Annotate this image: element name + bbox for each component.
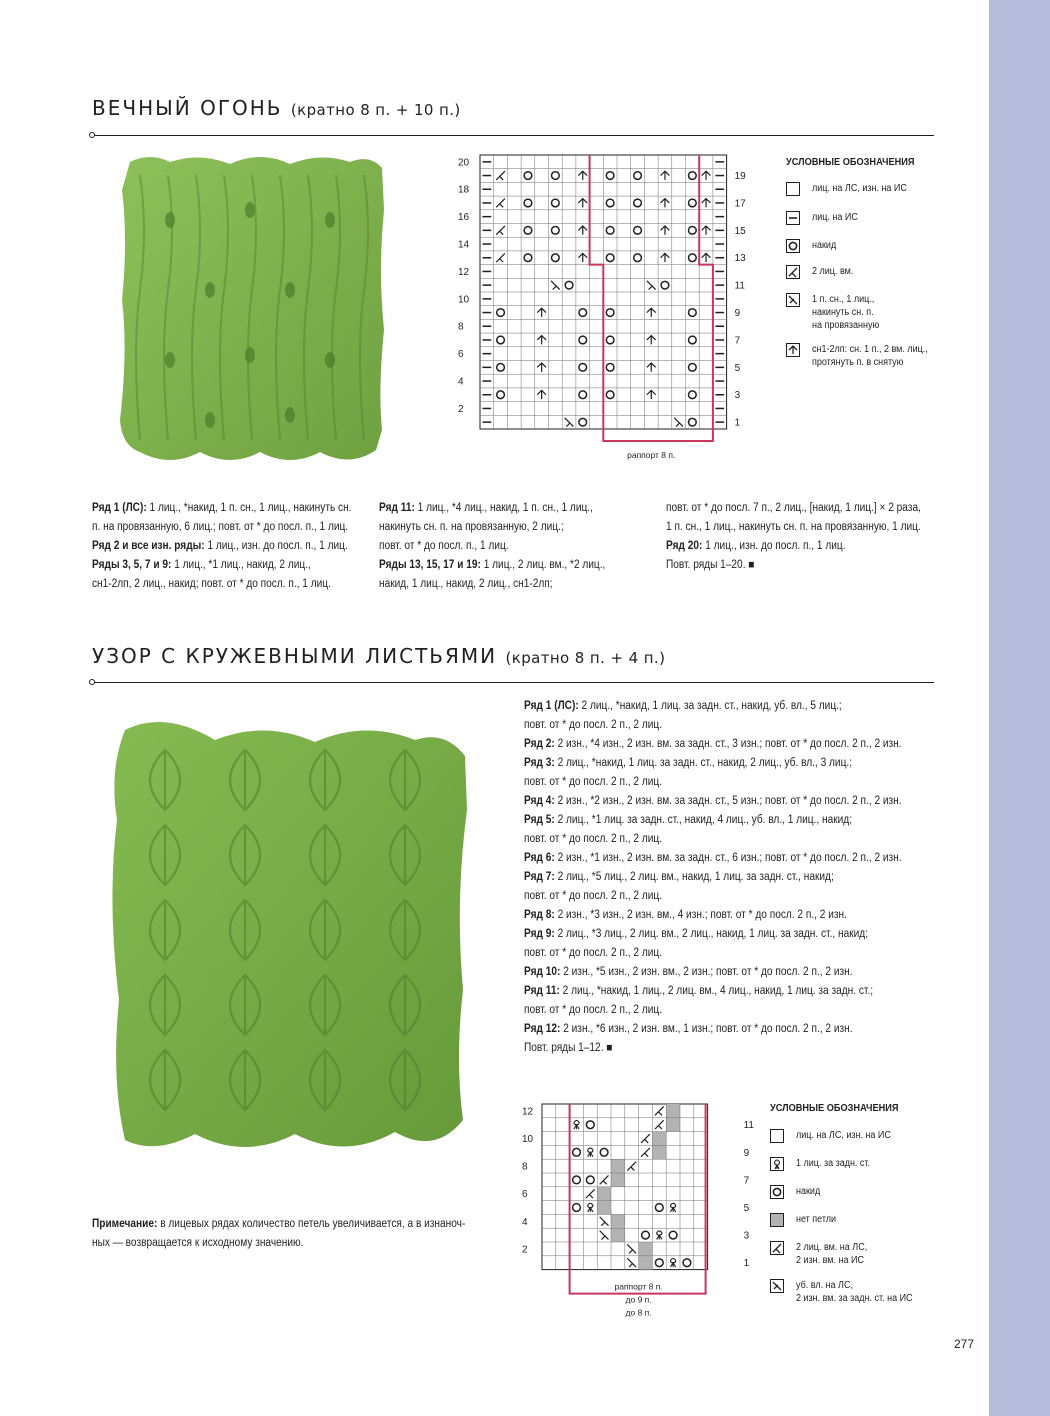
- row-number-left: 10: [458, 294, 470, 306]
- instruction-line: [92, 575, 352, 594]
- row-number-right: 15: [734, 225, 746, 237]
- instruction-line: [524, 735, 902, 754]
- section2-title: [92, 644, 665, 668]
- instruction-line: [666, 499, 921, 518]
- row-number-left: 6: [522, 1189, 528, 1201]
- legend-text: уб. вл. на ЛС, 2 изн. вм. за задн. ст. на ИС: [796, 1280, 913, 1304]
- no-stitch-cell: [639, 1242, 653, 1256]
- no-stitch-cell: [597, 1201, 611, 1215]
- instruction-line: [379, 556, 605, 575]
- section1-legend-title: УСЛОВНЫЕ ОБОЗНАЧЕНИЯ: [786, 157, 915, 168]
- instruction-line: [666, 537, 921, 556]
- row-number-left: 10: [522, 1133, 534, 1145]
- row-number-right: 5: [734, 362, 741, 374]
- section2-legend-item-k2tog: [770, 1241, 946, 1267]
- row-label: Ряд 1 (ЛС):: [92, 502, 147, 514]
- section2-swatch-photo: [95, 700, 490, 1175]
- instruction-text: 2 изн., *4 изн., 2 изн. вм. за задн. ст., 3 изн.; повт. от * до посл. 2 п., 2 изн.: [554, 738, 902, 750]
- instruction-text: 2 изн., *3 изн., 2 изн. вм., 4 изн.; повт. от * до посл. 2 п., 2 изн.: [554, 909, 847, 921]
- ssk-icon: [770, 1279, 784, 1293]
- row-number-left: 8: [458, 321, 464, 333]
- yarn-over-icon: [786, 239, 800, 253]
- no-stitch-cell: [611, 1159, 625, 1173]
- instruction-text: 2 изн., *6 изн., 2 изн. вм., 1 изн.; повт. от * до посл. 2 п., 2 изн.: [560, 1023, 853, 1035]
- row-label: Ряд 2 и все изн. ряды:: [92, 540, 205, 552]
- row-number-left: 2: [522, 1244, 528, 1256]
- k2tog-icon: [786, 265, 800, 279]
- row-label: Ряды 3, 5, 7 и 9:: [92, 559, 172, 571]
- row-number-right: 3: [734, 390, 741, 402]
- row-label: Ряд 5:: [524, 814, 555, 826]
- row-label: Ряды 13, 15, 17 и 19:: [379, 559, 481, 571]
- no-stitch-icon: [770, 1213, 784, 1227]
- section1-legend-item-yo: [786, 239, 962, 253]
- section1-legend-item-purl: [786, 211, 962, 225]
- row-number-left: 12: [458, 266, 470, 278]
- instruction-text: повт. от * до посл. п., 1 лиц.: [379, 540, 509, 552]
- row-number-right: 1: [734, 417, 741, 429]
- row-number-right: 13: [734, 253, 746, 265]
- section2-legend-item-nostitch: [770, 1213, 946, 1227]
- row-label: Ряд 12:: [524, 1023, 561, 1035]
- k2tog-icon: [770, 1241, 784, 1255]
- instruction-text: Повт. ряды 1–12. ■: [524, 1042, 613, 1054]
- instruction-text: 2 изн., *1 изн., 2 изн. вм. за задн. ст., 6 изн.; повт. от * до посл. 2 п., 2 изн.: [554, 852, 902, 864]
- row-number-right: 9: [743, 1147, 750, 1159]
- twisted-knit-icon: [770, 1157, 784, 1171]
- sk2po-icon: [786, 343, 800, 357]
- section1-legend: [786, 157, 986, 387]
- row-label: Ряд 20:: [666, 540, 703, 552]
- instruction-text: повт. от * до посл. 2 п., 2 лиц.: [524, 719, 663, 731]
- row-label: Ряд 4:: [524, 795, 555, 807]
- section1-legend-item-k2tog: [786, 265, 962, 279]
- row-number-left: 14: [458, 239, 470, 251]
- instruction-line: [524, 925, 902, 944]
- legend-text: 2 лиц. вм.: [812, 266, 854, 277]
- legend-text: 1 п. сн., 1 лиц., накинуть сн. п. на провязанную: [812, 294, 880, 331]
- instruction-line: [92, 556, 352, 575]
- section2-title-text: УЗОР С КРУЖЕВНЫМИ ЛИСТЬЯМИ: [92, 644, 498, 668]
- yarn-over-icon: [770, 1185, 784, 1199]
- instruction-line: [524, 754, 902, 773]
- instruction-text: 1 лиц., *1 лиц., накид, 2 лиц.,: [171, 559, 311, 571]
- chart2-repeat-label-3: до 8 п.: [625, 1307, 652, 1318]
- row-number-right: 11: [743, 1120, 754, 1132]
- skpo-icon: [786, 293, 800, 307]
- legend-text: лиц. на ЛС, изн. на ИС: [796, 1130, 891, 1141]
- section1-legend-item-sk2po: [786, 343, 962, 369]
- row-number-right: 3: [743, 1230, 750, 1242]
- instruction-text: повт. от * до посл. 2 п., 2 лиц.: [524, 890, 663, 902]
- instruction-line: [92, 518, 352, 537]
- row-label: Ряд 3:: [524, 757, 555, 769]
- row-label: Ряд 2:: [524, 738, 555, 750]
- instruction-text: сн1-2лп, 2 лиц., накид; повт. от * до посл. п., 1 лиц.: [92, 578, 331, 590]
- row-number-left: 16: [458, 212, 470, 224]
- row-number-right: 1: [743, 1258, 750, 1270]
- section1-swatch-photo: [100, 150, 400, 480]
- instruction-line: [524, 697, 902, 716]
- instruction-text: накинуть сн. п. на провязанную, 2 лиц.;: [379, 521, 564, 533]
- row-number-left: 8: [522, 1161, 528, 1173]
- section1-stitch-chart: [455, 150, 755, 460]
- section2-legend-title: УСЛОВНЫЕ ОБОЗНАЧЕНИЯ: [770, 1103, 899, 1114]
- instruction-text: повт. от * до посл. 2 п., 2 лиц.: [524, 947, 663, 959]
- chart2-repeat-label-2: до 9 п.: [625, 1294, 652, 1305]
- instruction-text: п. на провязанную, 6 лиц.; повт. от * до посл. п., 1 лиц.: [92, 521, 349, 533]
- instruction-line: [666, 518, 921, 537]
- chart2-grid: [542, 1104, 708, 1270]
- instruction-line: [524, 868, 902, 887]
- instruction-line: [524, 963, 902, 982]
- instruction-text: 1 лиц., *4 лиц., накид, 1 п. сн., 1 лиц.,: [414, 502, 593, 514]
- instruction-text: повт. от * до посл. 7 п., 2 лиц., [накид, 1 лиц.] × 2 раза,: [666, 502, 921, 514]
- section2-legend-item-knit: [770, 1129, 946, 1143]
- instruction-text: 2 изн., *2 изн., 2 изн. вм. за задн. ст., 5 изн.; повт. от * до посл. 2 п., 2 изн.: [554, 795, 902, 807]
- row-label: Ряд 7:: [524, 871, 555, 883]
- eyelet: [165, 352, 175, 368]
- instruction-line: [524, 1039, 902, 1058]
- row-number-right: 17: [734, 198, 746, 210]
- instruction-line: [524, 944, 902, 963]
- instruction-line: [524, 830, 902, 849]
- row-label: Ряд 9:: [524, 928, 555, 940]
- instruction-line: [379, 537, 605, 556]
- legend-text: лиц. на ЛС, изн. на ИС: [812, 183, 907, 194]
- instruction-line: [524, 792, 902, 811]
- instruction-line: [524, 773, 902, 792]
- chart2-repeat-label-1: раппорт 8 п.: [614, 1281, 663, 1292]
- row-number-right: 11: [734, 280, 745, 292]
- instruction-text: 2 лиц., *5 лиц., 2 лиц. вм., накид, 1 лиц. за задн. ст., накид;: [554, 871, 834, 883]
- instruction-text: 1 лиц., *накид, 1 п. сн., 1 лиц., накинуть сн.: [146, 502, 352, 514]
- section1-title: [92, 96, 461, 120]
- instruction-text: 1 лиц., изн. до посл. п., 1 лиц.: [702, 540, 846, 552]
- row-label: Ряд 8:: [524, 909, 555, 921]
- legend-text: сн1-2лп: сн. 1 п., 2 вм. лиц., протянуть п. в снятую: [812, 344, 928, 368]
- section1-title-text: ВЕЧНЫЙ ОГОНЬ: [92, 96, 283, 120]
- no-stitch-cell: [611, 1214, 625, 1228]
- row-number-left: 20: [458, 157, 470, 169]
- row-number-left: 4: [522, 1216, 528, 1228]
- instruction-text: 2 лиц., *накид, 1 лиц. за задн. ст., накид, 2 лиц., уб. вл., 3 лиц.;: [554, 757, 853, 769]
- row-number-right: 9: [734, 307, 741, 319]
- section1-instructions-col3: [666, 499, 921, 575]
- instruction-line: [92, 499, 352, 518]
- instruction-line: [524, 1020, 902, 1039]
- section2-legend: [770, 1103, 970, 1313]
- section1-legend-item-skpo: [786, 293, 962, 332]
- dash-icon: [786, 211, 800, 225]
- row-number-right: 7: [743, 1175, 750, 1187]
- eyelet: [205, 412, 215, 428]
- instruction-text: 2 лиц., *накид, 1 лиц., 2 лиц. вм., 4 лиц., накид, 1 лиц. за задн. ст.;: [559, 985, 874, 997]
- instruction-line: [524, 849, 902, 868]
- section2-note: [92, 1215, 465, 1253]
- instruction-text: повт. от * до посл. 2 п., 2 лиц.: [524, 1004, 663, 1016]
- empty-square-icon: [786, 182, 800, 196]
- row-label: Ряд 11:: [524, 985, 560, 997]
- eyelet: [285, 282, 295, 298]
- row-number-left: 4: [458, 376, 464, 388]
- eyelet: [245, 202, 255, 218]
- row-number-left: 6: [458, 349, 464, 361]
- section2-instructions: [524, 697, 902, 1058]
- section2-subtitle: (кратно 8 п. + 4 п.): [505, 649, 666, 667]
- no-stitch-cell: [666, 1118, 680, 1132]
- note-line1: в лицевых рядах количество петель увеличивается, а в изнаноч-: [157, 1218, 466, 1230]
- row-label: Ряд 6:: [524, 852, 555, 864]
- no-stitch-cell: [611, 1228, 625, 1242]
- row-number-left: 18: [458, 184, 470, 196]
- row-number-left: 2: [458, 403, 464, 415]
- instruction-text: 1 п. сн., 1 лиц., накинуть сн. п. на провязанную, 1 лиц.: [666, 521, 921, 533]
- instruction-text: 1 лиц., изн. до посл. п., 1 лиц.: [204, 540, 348, 552]
- no-stitch-cell: [652, 1145, 666, 1159]
- row-label: Ряд 11:: [379, 502, 415, 514]
- row-number-right: 19: [734, 170, 746, 182]
- instruction-text: повт. от * до посл. 2 п., 2 лиц.: [524, 833, 663, 845]
- eyelet: [245, 347, 255, 363]
- no-stitch-cell: [639, 1256, 653, 1270]
- row-number-right: 5: [743, 1202, 750, 1214]
- instruction-line: [92, 537, 352, 556]
- row-number-left: 12: [522, 1106, 534, 1118]
- instruction-text: 2 лиц., *накид, 1 лиц. за задн. ст., накид, уб. вл., 5 лиц.;: [578, 700, 842, 712]
- instruction-line: [524, 716, 902, 735]
- legend-text: 2 лиц. вм. на ЛС, 2 изн. вм. на ИС: [796, 1242, 868, 1266]
- instruction-line: [524, 982, 902, 1001]
- instruction-text: 2 лиц., *3 лиц., 2 лиц. вм., 2 лиц., накид, 1 лиц. за задн. ст., накид;: [554, 928, 869, 940]
- legend-text: накид: [796, 1186, 821, 1197]
- note-line2: ных — возвращается к исходному значению.: [92, 1237, 304, 1249]
- instruction-text: 2 лиц., *1 лиц. за задн. ст., накид, 4 лиц., уб. вл., 1 лиц., накид;: [554, 814, 853, 826]
- section2-legend-item-ktbl: [770, 1157, 946, 1171]
- instruction-line: [666, 556, 921, 575]
- instruction-text: накид, 1 лиц., накид, 2 лиц., сн1-2лп;: [379, 578, 553, 590]
- section1-rule: [95, 135, 934, 136]
- eyelet: [325, 212, 335, 228]
- instruction-line: [379, 575, 605, 594]
- row-label: Ряд 1 (ЛС):: [524, 700, 579, 712]
- section1-legend-item-knit: [786, 182, 962, 196]
- instruction-text: повт. от * до посл. 2 п., 2 лиц.: [524, 776, 663, 788]
- eyelet: [285, 407, 295, 423]
- note-label: Примечание:: [92, 1218, 158, 1230]
- section2-rule: [95, 682, 934, 683]
- no-stitch-cell: [597, 1187, 611, 1201]
- instruction-text: Повт. ряды 1–20. ■: [666, 559, 755, 571]
- legend-text: 1 лиц. за задн. ст.: [796, 1158, 871, 1169]
- instruction-text: 1 лиц., 2 лиц. вм., *2 лиц.,: [480, 559, 606, 571]
- side-band: [989, 0, 1050, 1416]
- instruction-line: [524, 1001, 902, 1020]
- row-number-right: 7: [734, 335, 741, 347]
- section2-legend-item-ssk: [770, 1279, 946, 1305]
- section1-subtitle: (кратно 8 п. + 10 п.): [290, 101, 461, 119]
- no-stitch-cell: [611, 1173, 625, 1187]
- instruction-line: [379, 518, 605, 537]
- section1-instructions-col1: [92, 499, 352, 594]
- section2-legend-item-yo: [770, 1185, 946, 1199]
- legend-text: лиц. на ИС: [812, 212, 858, 223]
- no-stitch-cell: [652, 1132, 666, 1146]
- row-label: Ряд 10:: [524, 966, 561, 978]
- chart1-repeat-label: раппорт 8 п.: [627, 450, 676, 460]
- section2-stitch-chart: [520, 1100, 754, 1320]
- page-number: 277: [954, 1337, 975, 1351]
- instruction-line: [524, 811, 902, 830]
- instruction-line: [524, 906, 902, 925]
- instruction-text: 2 изн., *5 изн., 2 изн. вм., 2 изн.; повт. от * до посл. 2 п., 2 изн.: [560, 966, 853, 978]
- no-stitch-cell: [666, 1104, 680, 1118]
- instruction-line: [524, 887, 902, 906]
- empty-square-icon: [770, 1129, 784, 1143]
- section1-instructions-col2: [379, 499, 605, 594]
- instruction-line: [379, 499, 605, 518]
- legend-text: нет петли: [796, 1214, 837, 1225]
- legend-text: накид: [812, 240, 837, 251]
- eyelet: [325, 352, 335, 368]
- eyelet: [205, 282, 215, 298]
- eyelet: [165, 212, 175, 228]
